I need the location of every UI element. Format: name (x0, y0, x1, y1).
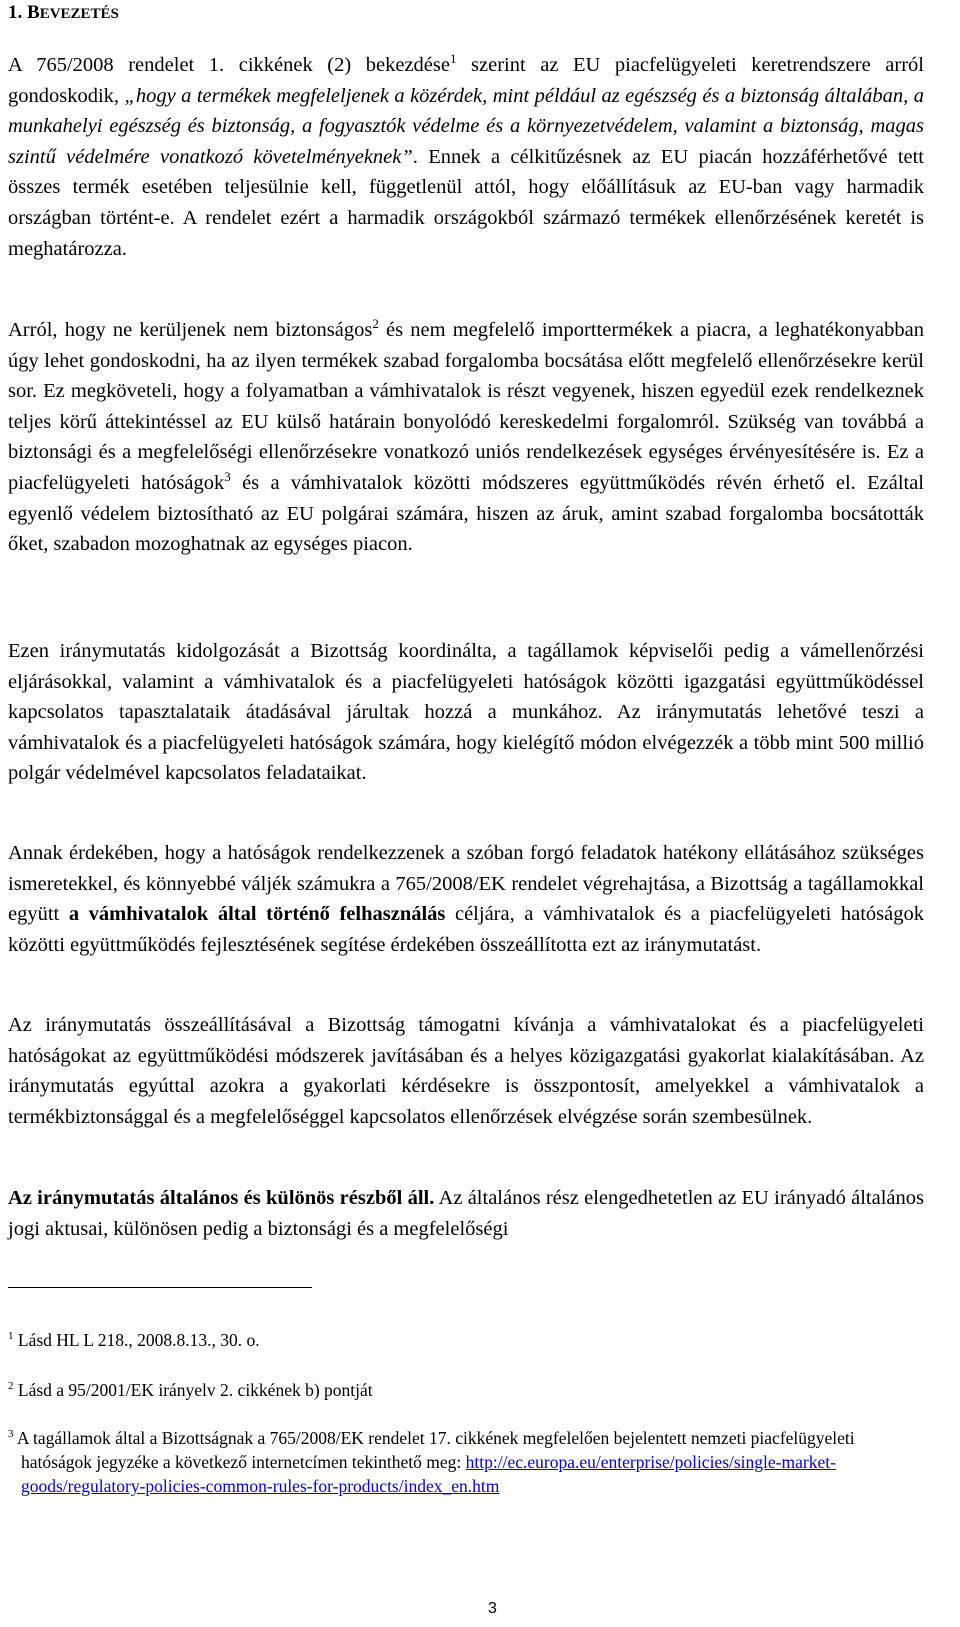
p6-text: Az általános rész elengedhetetlen az EU irányadó általános jogi aktusai, különösen pedig a biztonsági és a megfelelőségi (8, 1187, 924, 1240)
section-title-rest: EVEZETÉS (39, 6, 119, 22)
page-number: 3 (488, 1600, 497, 1617)
footnote-2-text: Lásd a 95/2001/EK irányelv 2. cikkének b) pontját (13, 1380, 373, 1400)
footnote-3-number: 3 (8, 1428, 14, 1440)
footnote-3 (8, 1426, 921, 1498)
footnote-ref-3[interactable]: 3 (224, 468, 231, 484)
p6-emphasis: Az iránymutatás általános és különös részből áll. (8, 1187, 435, 1209)
p2-text-c: és a vámhivatalok közötti módszeres együttműködés révén érhető el. Ezáltal egyenlő védelem biztosítható az EU polgárai számára, hiszen az áruk, amint szabad forgalomba bocsátották őket, szabadon mozoghatnak az egységes piacon. (8, 471, 925, 556)
footnote-3-link[interactable]: http://ec.europa.eu/enterprise/policies/single-market-goods/regulatory-policies-common-rules-for-products/index_en.htm (21, 1452, 836, 1496)
footnote-separator (8, 1287, 312, 1288)
footnote-2 (8, 1378, 924, 1402)
p4-comma: , (685, 872, 691, 895)
p4-text-b: a Bizottság a tagállamokkal együtt (8, 872, 924, 926)
paragraph-6 (8, 1183, 924, 1244)
footnote-ref-1[interactable]: 1 (449, 51, 457, 66)
section-title-initial: B (27, 2, 40, 23)
paragraph-3: Ezen iránymutatás kidolgozását a Bizottság koordinálta, a tagállamok képviselői pedig a vámellenőrzési eljárásokkal, valamint a vámhivatalok és a piacfelügyeleti hatóságok közötti igazgatási együttműködéssel kapcsolatos tapasztalataik átadásával járultak hozzá a munkához. Az iránymutatás lehetővé teszi a vámhivatalok és a piacfelügyeleti hatóságok számára, hogy kielégítő módon elvégezzék a több mint 500 millió polgár védelmével kapcsolatos feladataikat. (8, 640, 924, 785)
footnote-ref-2[interactable]: 2 (372, 316, 379, 331)
p4-emphasis: a vámhivatalok által történő felhasználás (68, 903, 446, 926)
p2-text-a: Arról, hogy ne kerüljenek nem biztonságos (8, 319, 373, 341)
p1-quote: „hogy a termékek megfeleljenek a közérdek, mint például az egészség és a biztonság általában, a munkahelyi egészség és biztonság, a fogyasztók védelme és a környezetvédelem, valamint a biztonság, magas szintű védelmére vonatkozó követelményeknek” (8, 84, 924, 168)
section-number: 1. (8, 2, 23, 23)
footnote-3-text: A tagállamok által a Bizottságnak a 765/2008/EK rendelet 17. cikkének megfelelően bejelentett nemzeti piacfelügyeleti hatóságok jegyzéke a következő internetcímen tekinthető meg: (13, 1428, 855, 1472)
footnote-1 (8, 1328, 924, 1352)
footnote-1-text: Lásd HL L 218., 2008.8.13., 30. o. (13, 1330, 260, 1350)
paragraph-4 (8, 838, 924, 960)
paragraph-5: Az iránymutatás összeállításával a Bizottság támogatni kívánja a vámhivatalokat és a piacfelügyeleti hatóságokat az együttműködési módszerek javításában és a helyes közigazgatási gyakorlat kialakításában. Az iránymutatás egyúttal azokra a gyakorlati kérdésekre is összpontosít, amelyekkel a vámhivatalok a termékbiztonsággal és a megfelelőséggel kapcsolatos ellenőrzések elvégzése során szembesülnek. (8, 1014, 924, 1128)
p4-text-c: céljára, a vámhivatalok és a piacfelügyeleti hatóságok közötti együttműködés fejlesztésének segítése érdekében összeállította ezt az iránymutatást. (8, 903, 924, 956)
p1-text-c: . Ennek a célkitűzésnek az EU piacán hozzáférhetővé tett összes termék esetében teljesülnie kell, függetlenül attól, hogy előállításuk az EU-ban vagy harmadik országban történt-e. A rendelet ezért a harmadik országokból származó termékek ellenőrzésének keretét is meghatározza. (8, 145, 924, 260)
section-heading (8, 2, 119, 24)
footnote-1-number: 1 (8, 1330, 14, 1342)
p1-text-a: A 765/2008 rendelet 1. cikkének (2) bekezdése (8, 54, 450, 76)
paragraph-1 (8, 50, 924, 264)
p1-text-b: szerint az EU piacfelügyeleti keretrendszere arról gondoskodik, (8, 54, 924, 107)
p2-text-b: és nem megfelelő importtermékek a piacra, a leghatékonyabban úgy lehet gondoskodni, ha az ilyen termékek szabad forgalomba bocsátása előtt megfelelő ellenőrzésekre kerül sor. Ez megköveteli, hogy a folyamatban a vámhivatalok is részt vegyenek, hiszen egyedül ezek rendelkeznek teljes körű áttekintéssel az EU külső határain bonyolódó kereskedelmi forgalomról. Szükség van továbbá a biztonsági és a megfelelőségi ellenőrzésekre vonatkozó uniós rendelkezések egységes érvényesítésére is. Ez a piacfelügyeleti hatóságok (8, 319, 924, 494)
paragraph-2 (8, 315, 924, 560)
p4-text-a: Annak érdekében, hogy a hatóságok rendelkezzenek a szóban forgó feladatok hatékony ellátásához szükséges ismeretekkel, és könnyebbé váljék számukra a 765/2008/EK rendelet végrehajtása (8, 842, 924, 895)
footnote-2-number: 2 (8, 1380, 14, 1392)
